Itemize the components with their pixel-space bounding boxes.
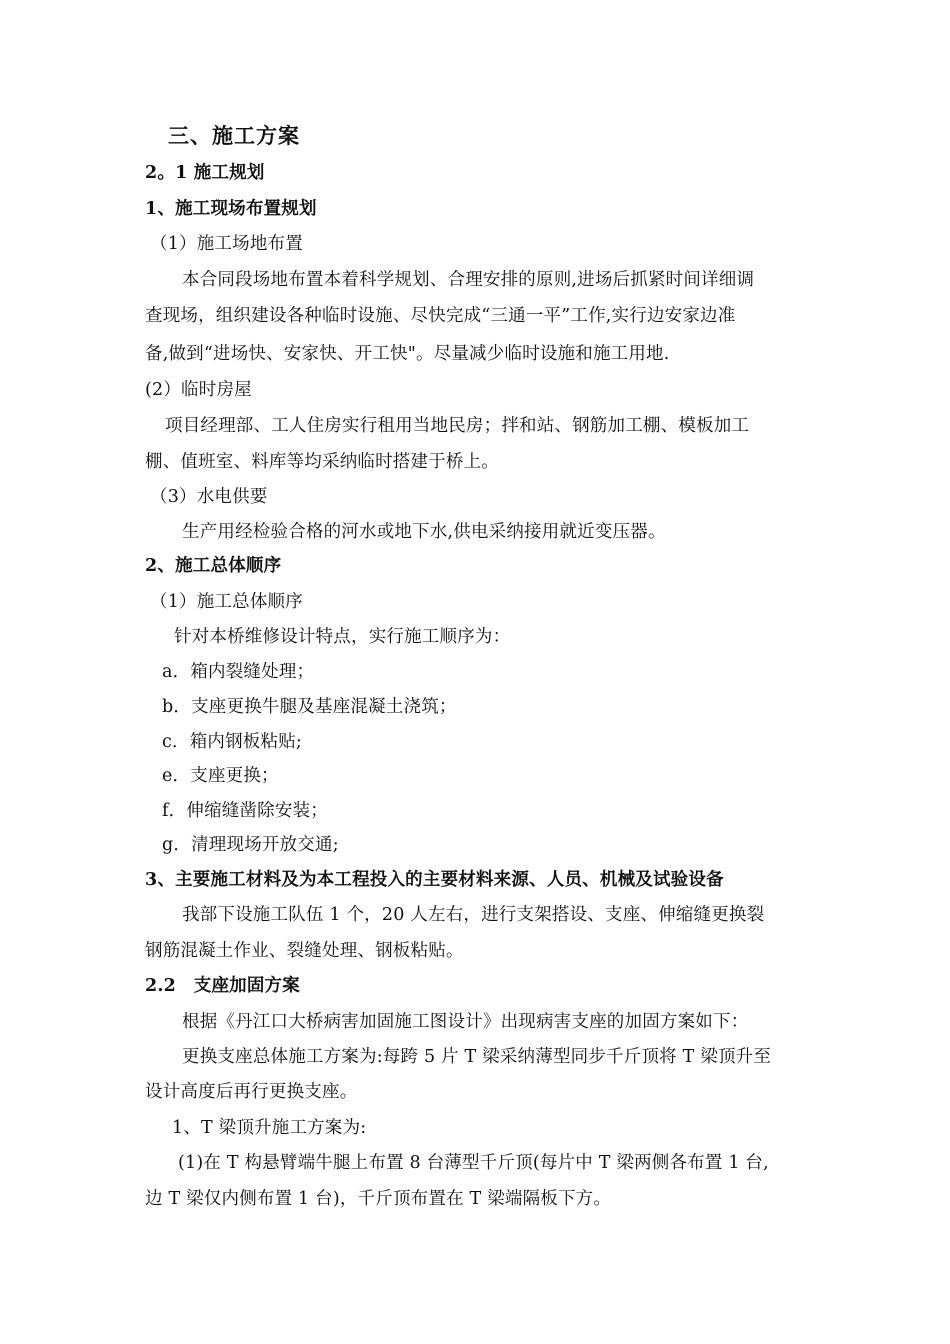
subheading-site-arrangement: （1）施工场地布置: [150, 234, 303, 254]
subheading-temporary-housing: (2）临时房屋: [145, 380, 252, 400]
paragraph-line: 备,做到“进场快、安家快、开工快"。尽量减少临时设施和施工用地.: [145, 344, 670, 364]
heading-2-1: 2。1 施工规划: [145, 163, 265, 183]
paragraph-line: 生产用经检验合格的河水或地下水,供电采纳接用就近变压器。: [182, 522, 666, 542]
paragraph-line: 我部下设施工队伍 1 个，20 人左右，进行支架搭设、支座、伸缩缝更换裂: [182, 905, 765, 925]
paragraph-line: (1)在 T 构悬臂端牛腿上布置 8 台薄型千斤顶(每片中 T 梁两侧各布置 1 台,: [178, 1153, 769, 1173]
subheading-water-power: （3）水电供要: [150, 487, 268, 507]
list-item: b．支座更换牛腿及基座混凝土浇筑；: [162, 697, 457, 717]
heading-site-layout: 1、施工现场布置规划: [145, 199, 317, 219]
paragraph-line: 棚、值班室、料库等均采纳临时搭建于桥上。: [145, 452, 499, 472]
paragraph-line: 根据《丹江口大桥病害加固施工图设计》出现病害支座的加固方案如下：: [182, 1012, 749, 1032]
list-item: a．箱内裂缝处理；: [162, 662, 315, 682]
list-item: f．伸缩缝凿除安装；: [162, 801, 328, 821]
heading-2-2: 2.2 支座加固方案: [145, 976, 300, 996]
heading-materials-equipment: 3、主要施工材料及为本工程投入的主要材料来源、人员、机械及试验设备: [145, 870, 724, 890]
paragraph-line: 查现场，组织建设各种临时设施、尽快完成“三通一平”工作,实行边安家边准: [145, 306, 736, 326]
paragraph-line: 针对本桥维修设计特点，实行施工顺序为：: [174, 627, 511, 647]
subheading-t-beam-jacking: 1、T 梁顶升施工方案为:: [172, 1118, 367, 1138]
subheading-overall-sequence: （1）施工总体顺序: [150, 592, 303, 612]
paragraph-line: 更换支座总体施工方案为:每跨 5 片 T 梁采纳薄型同步千斤顶将 T 梁顶升至: [182, 1047, 772, 1067]
paragraph-line: 钢筋混凝土作业、裂缝处理、钢板粘贴。: [145, 941, 464, 961]
paragraph-line: 项目经理部、工人住房实行租用当地民房；拌和站、钢筋加工棚、模板加工: [165, 416, 750, 436]
paragraph-line: 设计高度后再行更换支座。: [145, 1082, 358, 1102]
list-item: e．支座更换；: [162, 766, 279, 786]
heading-overall-sequence: 2、施工总体顺序: [145, 556, 282, 576]
list-item: c．箱内钢板粘贴;: [162, 732, 302, 752]
paragraph-line: 边 T 梁仅内侧布置 1 台)，千斤顶布置在 T 梁端隔板下方。: [145, 1189, 612, 1209]
section-title: 三、施工方案: [168, 123, 300, 148]
paragraph-line: 本合同段场地布置本着科学规划、合理安排的原则,进场后抓紧时间详细调: [182, 270, 755, 290]
list-item: g．清理现场开放交通;: [162, 835, 339, 855]
